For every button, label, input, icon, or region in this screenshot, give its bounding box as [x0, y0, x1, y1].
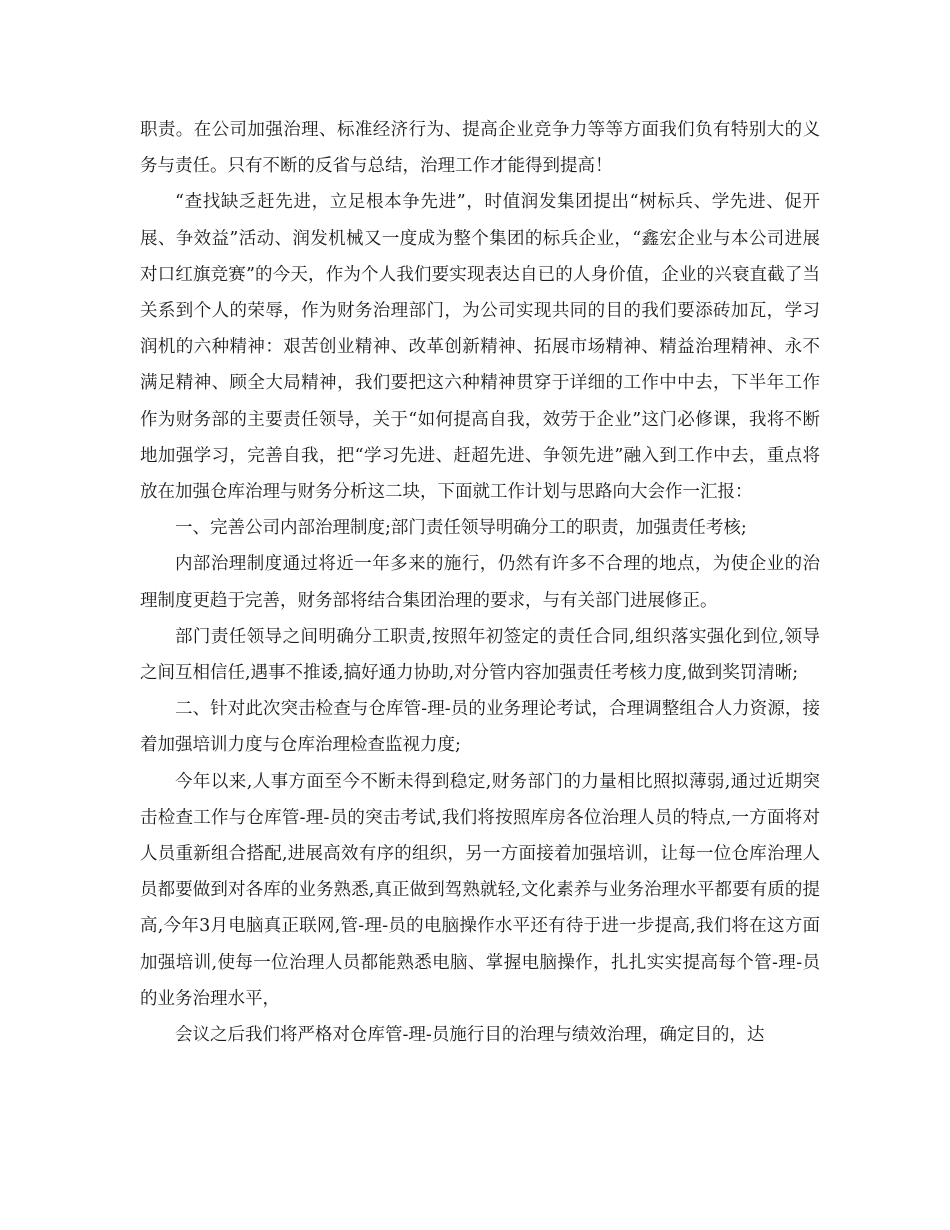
paragraph-4: 内部治理制度通过将近一年多来的施行，仍然有许多不合理的地点，为使企业的治理制度更趋于完善，财务部将结合集团治理的要求，与有关部门进展修正。 [140, 554, 820, 611]
paragraph-3: 一、完善公司内部治理制度;部门责任领导明确分工的职责，加强责任考核; [175, 518, 747, 539]
paragraph-5: 部门责任领导之间明确分工职责,按照年初签定的责任合同,组织落实强化到位,领导之间互相信任,遇事不推诿,搞好通力协助,对分管内容加强责任考核力度,做到奖罚清晰; [140, 626, 820, 684]
paragraph-8: 会议之后我们将严格对仓库管-理-员施行目的治理与绩效治理，确定目的，达 [175, 1025, 765, 1046]
paragraph-7: 今年以来,人事方面至今不断未得到稳定,财务部门的力量相比照拟薄弱,通过近期突击检查工作与仓库管-理-员的突击考试,我们将按照库房各位治理人员的特点,一方面将对人员重新组合搭配,进展高效有序的组织，另一方面接着加强培训，让每一位仓库治理人员都要做到对各库的业务熟悉,真正做到驾熟就轻,文化素养与业务治理水平都要有质的提高,今年3月电脑真正联网,管-理-员的电脑操作水平还有待于进一步提高,我们将在这方面加强培训,使每一位治理人员都能熟悉电脑、掌握电脑操作，扎扎实实提高每个管-理-员的业务治理水平， [140, 771, 820, 1009]
paragraph-2: “查找缺乏赶先进，立足根本争先进”，时值润发集团提出“树标兵、学先进、促开展、争效益”活动、润发机械又一度成为整个集团的标兵企业，“鑫宏企业与本公司进展对口红旗竞赛”的今天，作为个人我们要实现表达自已的人身价值，企业的兴衰直截了当关系到个人的荣辱，作为财务治理部门，为公司实现共同的目的我们要添砖加瓦，学习润机的六种精神：艰苦创业精神、改革创新精神、拓展市场精神、精益治理精神、永不满足精神、顾全大局精神，我们要把这六种精神贯穿于详细的工作中中去，下半年工作作为财务部的主要责任领导，关于“如何提高自我，效劳于企业”这门必修课，我将不断地加强学习，完善自我，把“学习先进、赶超先进、争领先进”融入到工作中去，重点将放在加强仓库治理与财务分析这二块，下面就工作计划与思路向大会作一汇报： [140, 192, 820, 503]
paragraph-6: 二、针对此次突击检查与仓库管-理-员的业务理论考试，合理调整组合人力资源，接着加强培训力度与仓库治理检查监视力度; [140, 699, 820, 756]
document-body [140, 112, 820, 1053]
paragraph-1: 职责。在公司加强治理、标准经济行为、提高企业竞争力等等方面我们负有特别大的义务与责任。只有不断的反省与总结，治理工作才能得到提高！ [140, 120, 820, 177]
